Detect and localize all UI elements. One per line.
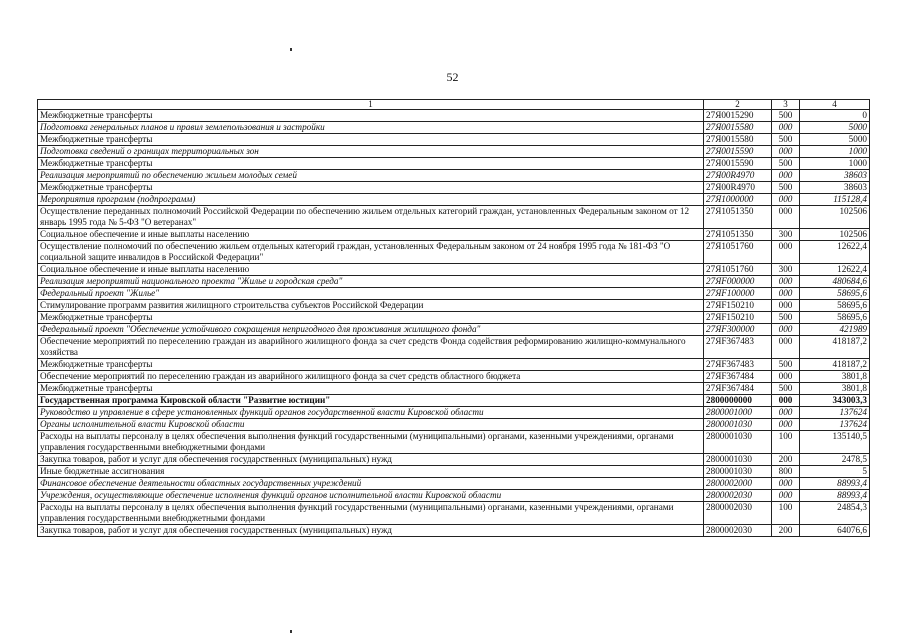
cell-type: 000 — [772, 478, 800, 490]
cell-type: 100 — [772, 502, 800, 525]
cell-type: 000 — [772, 336, 800, 359]
cell-name: Межбюджетные трансферты — [38, 312, 704, 324]
cell-amount: 58695,6 — [800, 288, 870, 300]
table-row — [38, 229, 870, 241]
table-row — [38, 241, 870, 264]
cell-name: Федеральный проект "Обеспечение устойчивого сокращения непригодного для проживания жилищного фонда" — [38, 324, 704, 336]
cell-code: 2800001030 — [704, 431, 772, 454]
scan-speck — [290, 48, 292, 51]
cell-amount: 1000 — [800, 146, 870, 158]
cell-amount: 64076,6 — [800, 525, 870, 537]
cell-amount: 3801,8 — [800, 371, 870, 383]
cell-type: 000 — [772, 241, 800, 264]
cell-code: 2800001000 — [704, 407, 772, 419]
table-row — [38, 264, 870, 276]
cell-amount: 24854,3 — [800, 502, 870, 525]
cell-code: 27Я0015580 — [704, 122, 772, 134]
cell-code: 2800001030 — [704, 466, 772, 478]
table-row — [38, 122, 870, 134]
cell-code: 27ЯF100000 — [704, 288, 772, 300]
cell-code: 27ЯF150210 — [704, 300, 772, 312]
cell-code: 27ЯF367483 — [704, 336, 772, 359]
cell-type: 000 — [772, 371, 800, 383]
cell-name: Подготовка сведений о границах территориальных зон — [38, 146, 704, 158]
cell-amount: 0 — [800, 110, 870, 122]
cell-code: 27Я0015580 — [704, 134, 772, 146]
table-row — [38, 371, 870, 383]
table-row — [38, 336, 870, 359]
cell-amount: 115128,4 — [800, 194, 870, 206]
cell-name: Межбюджетные трансферты — [38, 182, 704, 194]
cell-type: 000 — [772, 170, 800, 182]
cell-type: 500 — [772, 134, 800, 146]
table-row — [38, 395, 870, 407]
cell-amount: 1000 — [800, 158, 870, 170]
page-number: 52 — [446, 70, 459, 84]
header-col-amount: 4 — [800, 100, 870, 110]
cell-name: Осуществление переданных полномочий Российской Федерации по обеспечению жильем отдельных категорий граждан, установленных Федеральным законом от 12 январь 1995 года № 5-ФЗ "О ветеранах" — [38, 206, 704, 229]
cell-type: 500 — [772, 312, 800, 324]
table-row — [38, 454, 870, 466]
cell-name: Обеспечение мероприятий по переселению граждан из аварийного жилищного фонда за счет средств Фонда содействия реформированию жилищно-коммунального хозяйства — [38, 336, 704, 359]
cell-code: 27Я00R4970 — [704, 182, 772, 194]
cell-amount: 58695,6 — [800, 312, 870, 324]
cell-type: 300 — [772, 264, 800, 276]
cell-code: 27ЯF300000 — [704, 324, 772, 336]
cell-name: Финансовое обеспечение деятельности областных государственных учреждений — [38, 478, 704, 490]
cell-name: Межбюджетные трансферты — [38, 110, 704, 122]
table-row — [38, 288, 870, 300]
cell-code: 27Я0015290 — [704, 110, 772, 122]
cell-amount: 3801,8 — [800, 383, 870, 395]
cell-amount: 12622,4 — [800, 264, 870, 276]
cell-amount: 135140,5 — [800, 431, 870, 454]
cell-code: 2800000000 — [704, 395, 772, 407]
cell-type: 000 — [772, 395, 800, 407]
cell-code: 2800002000 — [704, 478, 772, 490]
cell-type: 800 — [772, 466, 800, 478]
cell-code: 27ЯF367483 — [704, 359, 772, 371]
cell-amount: 58695,6 — [800, 300, 870, 312]
cell-type: 000 — [772, 490, 800, 502]
cell-name: Обеспечение мероприятий по переселению граждан из аварийного жилищного фонда за счет средств областного бюджета — [38, 371, 704, 383]
cell-code: 27Я0015590 — [704, 158, 772, 170]
table-row — [38, 407, 870, 419]
cell-amount: 38603 — [800, 170, 870, 182]
table-row — [38, 182, 870, 194]
cell-code: 27Я00R4970 — [704, 170, 772, 182]
cell-name: Мероприятия программ (подпрограмм) — [38, 194, 704, 206]
cell-code: 27Я1000000 — [704, 194, 772, 206]
cell-type: 300 — [772, 229, 800, 241]
cell-type: 500 — [772, 182, 800, 194]
table-row — [38, 502, 870, 525]
cell-name: Закупка товаров, работ и услуг для обеспечения государственных (муниципальных) нужд — [38, 525, 704, 537]
cell-type: 000 — [772, 300, 800, 312]
scan-speck — [290, 630, 292, 633]
cell-amount: 102506 — [800, 206, 870, 229]
cell-code: 27ЯF367484 — [704, 383, 772, 395]
table-row — [38, 359, 870, 371]
cell-code: 27Я1051350 — [704, 206, 772, 229]
cell-type: 500 — [772, 110, 800, 122]
table-row — [38, 324, 870, 336]
cell-type: 000 — [772, 122, 800, 134]
cell-name: Государственная программа Кировской области "Развитие юстиции" — [38, 395, 704, 407]
cell-amount: 137624 — [800, 419, 870, 431]
cell-code: 27Я1051760 — [704, 264, 772, 276]
cell-type: 200 — [772, 525, 800, 537]
cell-name: Социальное обеспечение и иные выплаты населению — [38, 264, 704, 276]
cell-code: 27ЯF150210 — [704, 312, 772, 324]
cell-type: 000 — [772, 206, 800, 229]
cell-name: Закупка товаров, работ и услуг для обеспечения государственных (муниципальных) нужд — [38, 454, 704, 466]
cell-name: Расходы на выплаты персоналу в целях обеспечения выполнения функций государственными (муниципальными) органами, казенными учреждениями, органами управления государственными внебюджетными фондами — [38, 431, 704, 454]
cell-type: 000 — [772, 288, 800, 300]
table-row — [38, 134, 870, 146]
header-col-type: 3 — [772, 100, 800, 110]
cell-code: 27ЯF367484 — [704, 371, 772, 383]
cell-type: 000 — [772, 194, 800, 206]
cell-amount: 102506 — [800, 229, 870, 241]
cell-code: 27Я0015590 — [704, 146, 772, 158]
cell-type: 000 — [772, 407, 800, 419]
cell-type: 500 — [772, 359, 800, 371]
cell-name: Иные бюджетные ассигнования — [38, 466, 704, 478]
cell-name: Руководство и управление в сфере установленных функций органов государственной власти Кировской области — [38, 407, 704, 419]
cell-code: 2800001030 — [704, 454, 772, 466]
cell-name: Федеральный проект "Жилье" — [38, 288, 704, 300]
cell-name: Межбюджетные трансферты — [38, 359, 704, 371]
table-header-row — [38, 100, 870, 110]
cell-type: 500 — [772, 158, 800, 170]
table-row — [38, 490, 870, 502]
cell-amount: 2478,5 — [800, 454, 870, 466]
cell-name: Подготовка генеральных планов и правил землепользования и застройки — [38, 122, 704, 134]
cell-amount: 418187,2 — [800, 336, 870, 359]
cell-name: Межбюджетные трансферты — [38, 134, 704, 146]
cell-amount: 480684,6 — [800, 276, 870, 288]
cell-name: Стимулирование программ развития жилищного строительства субъектов Российской Федерации — [38, 300, 704, 312]
budget-table — [37, 99, 870, 537]
header-col-name: 1 — [38, 100, 704, 110]
table-row — [38, 431, 870, 454]
cell-type: 000 — [772, 276, 800, 288]
table-row — [38, 276, 870, 288]
cell-amount: 421989 — [800, 324, 870, 336]
cell-type: 000 — [772, 324, 800, 336]
cell-type: 000 — [772, 419, 800, 431]
cell-name: Расходы на выплаты персоналу в целях обеспечения выполнения функций государственными (муниципальными) органами, казенными учреждениями, органами управления государственными внебюджетными фондами — [38, 502, 704, 525]
table-row — [38, 383, 870, 395]
table-row — [38, 466, 870, 478]
cell-type: 500 — [772, 383, 800, 395]
cell-amount: 88993,4 — [800, 478, 870, 490]
table-row — [38, 194, 870, 206]
table-row — [38, 206, 870, 229]
cell-amount: 5 — [800, 466, 870, 478]
cell-name: Реализация мероприятий по обеспечению жильем молодых семей — [38, 170, 704, 182]
cell-amount: 5000 — [800, 122, 870, 134]
table-row — [38, 478, 870, 490]
cell-type: 000 — [772, 146, 800, 158]
cell-name: Реализация мероприятий национального проекта "Жилье и городская среда" — [38, 276, 704, 288]
table-row — [38, 146, 870, 158]
header-col-code: 2 — [704, 100, 772, 110]
cell-code: 27Я1051350 — [704, 229, 772, 241]
cell-amount: 343003,3 — [800, 395, 870, 407]
cell-code: 2800001030 — [704, 419, 772, 431]
cell-name: Органы исполнительной власти Кировской области — [38, 419, 704, 431]
cell-amount: 12622,4 — [800, 241, 870, 264]
cell-amount: 88993,4 — [800, 490, 870, 502]
cell-name: Социальное обеспечение и иные выплаты населению — [38, 229, 704, 241]
cell-code: 2800002030 — [704, 490, 772, 502]
cell-name: Учреждения, осуществляющие обеспечение исполнения функций органов исполнительной власти Кировской области — [38, 490, 704, 502]
table-row — [38, 525, 870, 537]
cell-type: 100 — [772, 431, 800, 454]
cell-type: 200 — [772, 454, 800, 466]
table-row — [38, 110, 870, 122]
cell-amount: 5000 — [800, 134, 870, 146]
table-row — [38, 158, 870, 170]
cell-code: 2800002030 — [704, 525, 772, 537]
table-row — [38, 312, 870, 324]
cell-name: Межбюджетные трансферты — [38, 383, 704, 395]
cell-amount: 137624 — [800, 407, 870, 419]
cell-name: Осуществление полномочий по обеспечению жильем отдельных категорий граждан, установленных Федеральным законом от 24 ноября 1995 года № 181-ФЗ "О социальной защите инвалидов в Российской Федерации" — [38, 241, 704, 264]
cell-code: 27ЯF000000 — [704, 276, 772, 288]
table-row — [38, 419, 870, 431]
table-row — [38, 170, 870, 182]
table-row — [38, 300, 870, 312]
cell-code: 27Я1051760 — [704, 241, 772, 264]
cell-amount: 38603 — [800, 182, 870, 194]
cell-amount: 418187,2 — [800, 359, 870, 371]
cell-name: Межбюджетные трансферты — [38, 158, 704, 170]
cell-code: 2800002030 — [704, 502, 772, 525]
